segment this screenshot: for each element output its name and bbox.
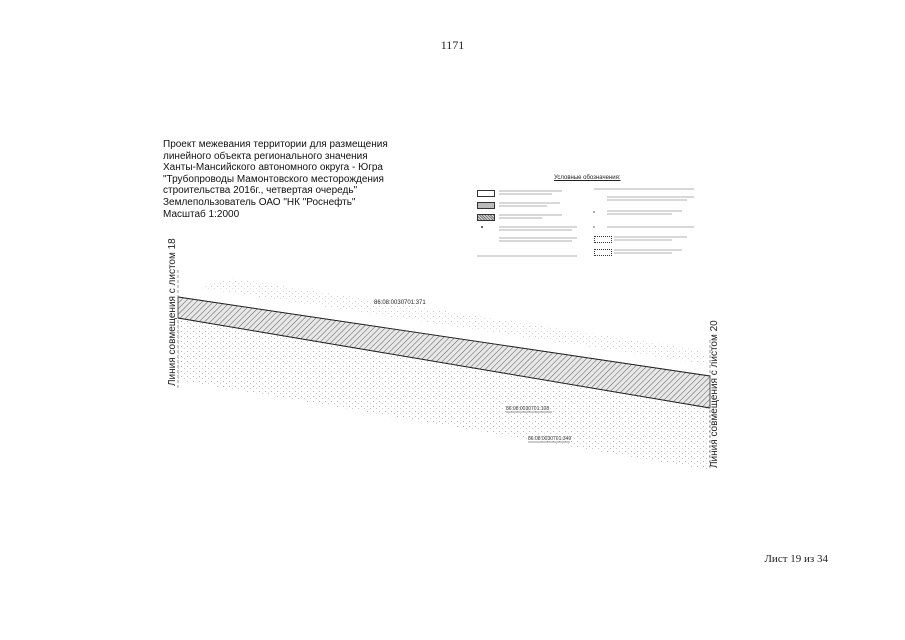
join-label-left: Линия совмещения с листом 18 [167, 238, 178, 386]
legend-title: Условные обозначения: [554, 175, 621, 181]
title-line: Ханты-Мансийского автономного округа - Югра [163, 162, 383, 174]
parcel-label-top: 86:08:0030701:371 [374, 300, 426, 306]
page-number: 1171 [440, 38, 465, 52]
parcel-label-middle: 86:08:0030701:108 [506, 406, 550, 412]
title-line: Проект межевания территории для размещения [163, 139, 388, 150]
parcel-label-bottom: 86:08:0030701:349 [528, 436, 572, 442]
title-line: "Трубопроводы Мамонтовского месторождения [163, 173, 384, 185]
join-label-right: Линия совмещения с листом 20 [709, 320, 720, 468]
scale-line: Масштаб 1:2000 [163, 208, 240, 220]
title-line: Землепользователь ОАО "НК "Роснефть" [163, 196, 356, 208]
title-line: строительства 2016г., четвертая очередь" [163, 185, 358, 197]
title-line: линейного объекта регионального значения [163, 150, 368, 162]
sheet-number: Лист 19 из 34 [764, 553, 828, 565]
